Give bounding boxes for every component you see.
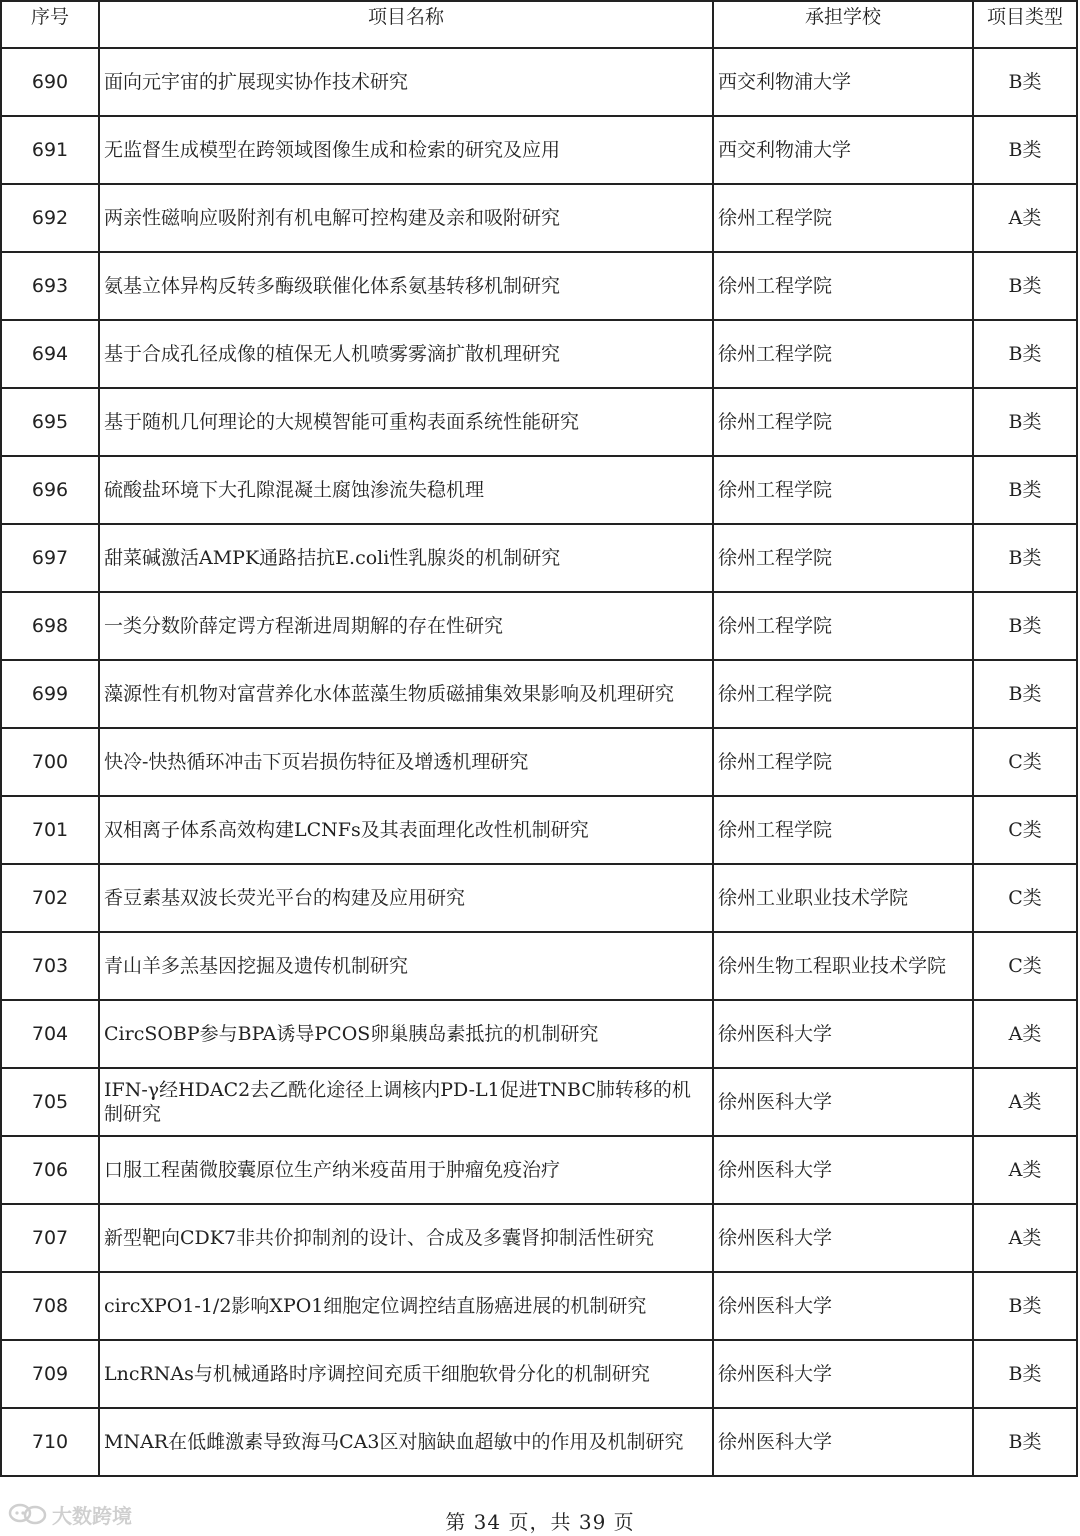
cell-serial-number: 699 xyxy=(1,660,99,728)
cell-serial-number: 697 xyxy=(1,524,99,592)
cell-project-type: B类 xyxy=(973,1340,1077,1408)
cell-school: 徐州工业职业技术学院 xyxy=(713,864,973,932)
table-row xyxy=(1,1408,1077,1476)
cell-project-type: B类 xyxy=(973,660,1077,728)
cell-project-name: 基于合成孔径成像的植保无人机喷雾雾滴扩散机理研究 xyxy=(99,320,713,388)
cell-project-name: 氨基立体异构反转多酶级联催化体系氨基转移机制研究 xyxy=(99,252,713,320)
cell-serial-number: 701 xyxy=(1,796,99,864)
page-number-footer: 第 34 页，共 39 页 xyxy=(445,1510,635,1534)
cell-project-name: 新型靶向CDK7非共价抑制剂的设计、合成及多囊肾抑制活性研究 xyxy=(99,1204,713,1272)
cell-project-type: B类 xyxy=(973,48,1077,116)
header-serial-number: 序号 xyxy=(1,1,99,48)
cell-project-name: MNAR在低雌激素导致海马CA3区对脑缺血超敏中的作用及机制研究 xyxy=(99,1408,713,1476)
cell-project-type: B类 xyxy=(973,1272,1077,1340)
cell-project-name: 香豆素基双波长荧光平台的构建及应用研究 xyxy=(99,864,713,932)
table-row xyxy=(1,252,1077,320)
cell-project-type: B类 xyxy=(973,388,1077,456)
cell-school: 徐州工程学院 xyxy=(713,456,973,524)
cell-serial-number: 710 xyxy=(1,1408,99,1476)
cell-school: 徐州工程学院 xyxy=(713,728,973,796)
cell-serial-number: 691 xyxy=(1,116,99,184)
cell-school: 徐州工程学院 xyxy=(713,592,973,660)
cell-serial-number: 695 xyxy=(1,388,99,456)
cell-project-name: 甜菜碱激活AMPK通路拮抗E.coli性乳腺炎的机制研究 xyxy=(99,524,713,592)
cell-project-type: A类 xyxy=(973,1136,1077,1204)
cell-school: 徐州工程学院 xyxy=(713,252,973,320)
cell-school: 西交利物浦大学 xyxy=(713,48,973,116)
table-row xyxy=(1,1136,1077,1204)
cell-school: 西交利物浦大学 xyxy=(713,116,973,184)
cell-project-name: LncRNAs与机械通路时序调控间充质干细胞软骨分化的机制研究 xyxy=(99,1340,713,1408)
cell-project-type: C类 xyxy=(973,864,1077,932)
cell-project-type: A类 xyxy=(973,1000,1077,1068)
cell-project-type: B类 xyxy=(973,456,1077,524)
cell-school: 徐州医科大学 xyxy=(713,1068,973,1136)
cell-school: 徐州生物工程职业技术学院 xyxy=(713,932,973,1000)
cell-serial-number: 703 xyxy=(1,932,99,1000)
table-body xyxy=(1,48,1077,1476)
cell-serial-number: 706 xyxy=(1,1136,99,1204)
cell-serial-number: 696 xyxy=(1,456,99,524)
table-row xyxy=(1,1272,1077,1340)
table-row xyxy=(1,1204,1077,1272)
cell-project-type: B类 xyxy=(973,320,1077,388)
cell-school: 徐州工程学院 xyxy=(713,796,973,864)
table-row xyxy=(1,388,1077,456)
cell-project-type: A类 xyxy=(973,1068,1077,1136)
table-row xyxy=(1,184,1077,252)
table-row xyxy=(1,456,1077,524)
cell-serial-number: 700 xyxy=(1,728,99,796)
cell-project-type: B类 xyxy=(973,592,1077,660)
cell-serial-number: 694 xyxy=(1,320,99,388)
cell-school: 徐州医科大学 xyxy=(713,1340,973,1408)
cell-serial-number: 707 xyxy=(1,1204,99,1272)
table-row xyxy=(1,1000,1077,1068)
cell-school: 徐州工程学院 xyxy=(713,660,973,728)
cell-project-type: A类 xyxy=(973,1204,1077,1272)
cell-serial-number: 692 xyxy=(1,184,99,252)
cell-school: 徐州工程学院 xyxy=(713,184,973,252)
cell-project-type: B类 xyxy=(973,252,1077,320)
cell-school: 徐州工程学院 xyxy=(713,320,973,388)
table-row xyxy=(1,48,1077,116)
table-row xyxy=(1,932,1077,1000)
cell-serial-number: 704 xyxy=(1,1000,99,1068)
cell-serial-number: 693 xyxy=(1,252,99,320)
cell-project-name: circXPO1-1/2影响XPO1细胞定位调控结直肠癌进展的机制研究 xyxy=(99,1272,713,1340)
cell-school: 徐州医科大学 xyxy=(713,1408,973,1476)
table-row xyxy=(1,1340,1077,1408)
cell-school: 徐州工程学院 xyxy=(713,388,973,456)
cell-school: 徐州医科大学 xyxy=(713,1000,973,1068)
cell-project-name: 双相离子体系高效构建LCNFs及其表面理化改性机制研究 xyxy=(99,796,713,864)
table-row xyxy=(1,864,1077,932)
table-row xyxy=(1,592,1077,660)
cell-project-name: 青山羊多羔基因挖掘及遗传机制研究 xyxy=(99,932,713,1000)
cell-project-name: CircSOBP参与BPA诱导PCOS卵巢胰岛素抵抗的机制研究 xyxy=(99,1000,713,1068)
header-row xyxy=(1,1,1077,48)
header-school: 承担学校 xyxy=(713,1,973,48)
cell-serial-number: 705 xyxy=(1,1068,99,1136)
cell-project-name: 面向元宇宙的扩展现实协作技术研究 xyxy=(99,48,713,116)
cell-school: 徐州工程学院 xyxy=(713,524,973,592)
table-header xyxy=(1,1,1077,48)
cell-project-name: 快冷-快热循环冲击下页岩损伤特征及增透机理研究 xyxy=(99,728,713,796)
cell-serial-number: 709 xyxy=(1,1340,99,1408)
table-row xyxy=(1,1068,1077,1136)
cell-project-name: 藻源性有机物对富营养化水体蓝藻生物质磁捕集效果影响及机理研究 xyxy=(99,660,713,728)
table-row xyxy=(1,728,1077,796)
watermark-text: 大数跨境 xyxy=(52,1504,132,1528)
cell-project-name: IFN-γ经HDAC2去乙酰化途径上调核内PD-L1促进TNBC肺转移的机制研究 xyxy=(99,1068,713,1136)
cell-project-type: B类 xyxy=(973,116,1077,184)
cell-project-type: C类 xyxy=(973,796,1077,864)
cell-project-name: 两亲性磁响应吸附剂有机电解可控构建及亲和吸附研究 xyxy=(99,184,713,252)
header-project-type: 项目类型 xyxy=(973,1,1077,48)
cell-project-name: 一类分数阶薛定谔方程渐进周期解的存在性研究 xyxy=(99,592,713,660)
table-row xyxy=(1,116,1077,184)
cell-project-type: C类 xyxy=(973,932,1077,1000)
table-row xyxy=(1,320,1077,388)
cell-school: 徐州医科大学 xyxy=(713,1204,973,1272)
cell-project-name: 无监督生成模型在跨领域图像生成和检索的研究及应用 xyxy=(99,116,713,184)
cell-serial-number: 702 xyxy=(1,864,99,932)
cell-serial-number: 690 xyxy=(1,48,99,116)
cell-serial-number: 708 xyxy=(1,1272,99,1340)
table-row xyxy=(1,660,1077,728)
cell-school: 徐州医科大学 xyxy=(713,1272,973,1340)
cell-school: 徐州医科大学 xyxy=(713,1136,973,1204)
header-project-name: 项目名称 xyxy=(99,1,713,48)
table-row xyxy=(1,796,1077,864)
cell-project-type: A类 xyxy=(973,184,1077,252)
cell-project-type: B类 xyxy=(973,1408,1077,1476)
cell-project-type: B类 xyxy=(973,524,1077,592)
cell-serial-number: 698 xyxy=(1,592,99,660)
cell-project-name: 硫酸盐环境下大孔隙混凝土腐蚀渗流失稳机理 xyxy=(99,456,713,524)
cell-project-name: 口服工程菌微胶囊原位生产纳米疫苗用于肿瘤免疫治疗 xyxy=(99,1136,713,1204)
cell-project-type: C类 xyxy=(973,728,1077,796)
cell-project-name: 基于随机几何理论的大规模智能可重构表面系统性能研究 xyxy=(99,388,713,456)
table-row xyxy=(1,524,1077,592)
